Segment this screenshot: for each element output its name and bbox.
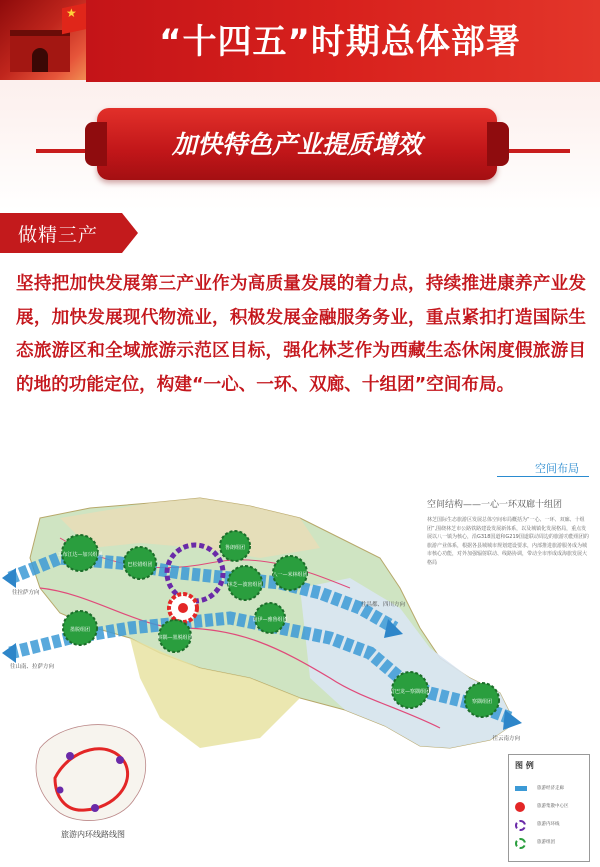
legend-label: 旅游内环线 [537, 822, 560, 827]
cluster-label: 南伊—雅鲁组团 [252, 617, 288, 623]
inset-node-3 [91, 804, 99, 812]
legend-label: 旅游经济走廊 [537, 786, 564, 791]
cluster-label: 巴松错组团 [127, 562, 153, 568]
cluster-label: 墨脱组团 [69, 627, 91, 633]
section-tab-label: 做精三产 [18, 224, 99, 246]
cluster-label: 竹巴龙—察隅组团 [389, 689, 431, 695]
legend-row-cluster [515, 837, 589, 851]
legend-label: 旅游集散中心区 [537, 804, 569, 809]
cluster-label: 工布江达—加兴组团 [57, 552, 103, 558]
direction-label: 往云南方向 [492, 736, 520, 742]
corridor-legend-icon [515, 786, 527, 791]
map-legend [508, 754, 590, 862]
legend-row-center [515, 801, 589, 815]
inset-node-4 [57, 787, 64, 794]
inset-node-1 [66, 752, 74, 760]
legend-row-corridor [515, 783, 589, 797]
subtitle-ribbon [97, 108, 497, 180]
body-paragraph: 坚持把加快发展第三产业作为高质量发展的着力点，持续推进康养产业发展，加快发展现代物流业，积极发展金融服务务业，重点紧扣打造国际生态旅游区和全域旅游示范区目标，强化林芝作为西藏生态休闲度假旅游目的地的功能定位，构建“一心、一环、双廊、十组团”空间布局。 [16, 274, 586, 395]
cluster-label: 察隅—墨脱组团 [157, 635, 193, 641]
page-title: “十四五”时期总体部署 [159, 22, 521, 62]
map-description-text: 林芝国际生态旅游区发展总体空间布局概括为“一心、一环、双廊、十组团”,围绕林芝市公路铁路建设发展新体系，以及城镇化发展格局，重点发展以八一镇为核心，沿G318国道和G219国道联动周边的旅游功能组团的旅游产业体系，根据各县城城市规划建设要求，内部推进旅游服务成为城市核心功能，对外加强辐射联动、线路协调，带动全市形成成海旅发展大格局 [427, 517, 589, 566]
center-legend-icon [515, 802, 525, 812]
map-label-underline [497, 476, 589, 477]
inset-map [36, 725, 146, 821]
map-corner-label: 空间布局 [535, 462, 579, 475]
cluster-label: 察隅组团 [471, 699, 493, 705]
direction-label: 往拉萨方向 [12, 590, 40, 596]
direction-label: 往山南、拉萨方向 [10, 664, 55, 670]
subtitle-text: 加快特色产业提质增效 [171, 130, 422, 159]
tourism-center-inner [178, 603, 188, 613]
legend-row-ring [515, 819, 589, 833]
arrow-west-south [2, 643, 16, 663]
ring-legend-icon [515, 820, 526, 831]
arrow-east-south [503, 710, 522, 730]
legend-label: 旅游组团 [537, 840, 555, 845]
inset-map-caption: 旅游内环线路线图 [61, 830, 125, 839]
map-description-title: 空间结构——一心一环双廊十组团 [427, 500, 563, 510]
inset-node-2 [116, 756, 124, 764]
arrow-west-north [2, 568, 16, 588]
cluster-legend-icon [515, 838, 526, 849]
gate-shape [10, 30, 70, 72]
direction-label: 往昌都、四川方向 [360, 602, 405, 608]
cluster-label: 八一—米林组团 [272, 572, 308, 578]
star-icon: ★ [66, 6, 77, 20]
cluster-label: 鲁朗组团 [224, 545, 246, 551]
legend-title: 图 例 [515, 761, 534, 770]
corner-photo-tiananmen [0, 0, 96, 80]
cluster-label: 林芝—波密组团 [227, 582, 263, 588]
